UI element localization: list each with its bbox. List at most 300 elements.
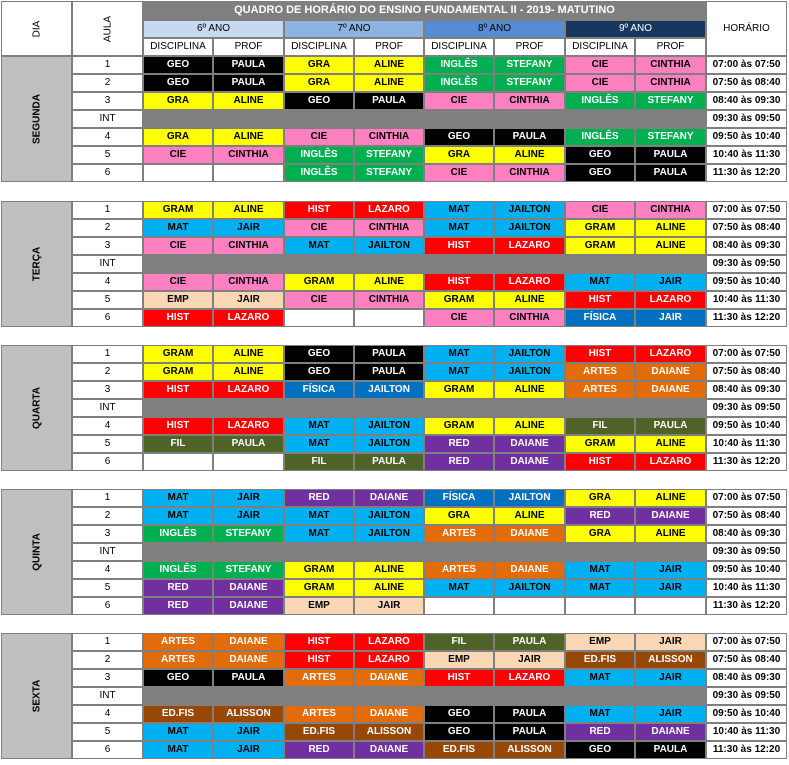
subject-cell: INGLÊS [424,56,494,74]
teacher-cell: PAULA [213,74,284,92]
day-label-quarta [1,345,72,471]
time-slot: 09:50 às 10:40 [706,705,787,723]
teacher-cell: STEFANY [213,561,284,579]
aula-number: 2 [72,651,143,669]
aula-number: 1 [72,56,143,74]
teacher-cell: PAULA [635,417,706,435]
subject-cell: HIST [424,237,494,255]
time-slot: 09:50 às 10:40 [706,128,787,146]
subject-cell: CIE [424,309,494,327]
subject-cell: GEO [284,363,354,381]
teacher-cell: PAULA [354,363,424,381]
teacher-cell: JAIR [635,561,706,579]
teacher-cell: PAULA [494,723,565,741]
subject-cell: INGLÊS [565,92,635,110]
aula-number: 3 [72,237,143,255]
subject-cell: ARTES [143,633,213,651]
time-slot: 07:00 às 07:50 [706,633,787,651]
teacher-cell: DAIANE [354,705,424,723]
teacher-cell: CINTHIA [213,237,284,255]
teacher-cell: ALINE [635,435,706,453]
subject-cell: FIL [565,417,635,435]
subject-cell: RED [424,435,494,453]
subject-cell: HIST [143,381,213,399]
subject-cell: MAT [284,525,354,543]
subject-cell: EMP [424,651,494,669]
subject-cell: HIST [284,201,354,219]
subject-cell: MAT [424,345,494,363]
aula-number: 6 [72,597,143,615]
subject-cell: FIL [143,435,213,453]
teacher-cell [494,597,565,615]
teacher-cell: LAZARO [354,633,424,651]
subject-cell: GRA [424,146,494,164]
subject-cell: CIE [284,128,354,146]
col-disciplina-6: DISCIPLINA [143,38,213,56]
time-slot: 07:50 às 08:40 [706,219,787,237]
day-label-text: TERÇA [31,246,42,282]
subject-cell: CIE [284,291,354,309]
teacher-cell: JAILTON [354,237,424,255]
col-disciplina-7: DISCIPLINA [284,38,354,56]
aula-number: 5 [72,291,143,309]
time-slot: 09:50 às 10:40 [706,561,787,579]
subject-cell: GEO [143,669,213,687]
teacher-cell: PAULA [635,146,706,164]
subject-cell: HIST [284,651,354,669]
teacher-cell: CINTHIA [494,309,565,327]
subject-cell: GEO [284,345,354,363]
subject-cell: ARTES [284,669,354,687]
teacher-cell: JAIR [635,669,706,687]
subject-cell: CIE [424,164,494,182]
subject-cell: GEO [424,705,494,723]
teacher-cell: ALINE [494,381,565,399]
time-slot: 07:50 às 08:40 [706,651,787,669]
subject-cell: HIST [565,291,635,309]
subject-cell: INGLÊS [143,525,213,543]
teacher-cell: ALINE [494,417,565,435]
teacher-cell: JAIR [635,633,706,651]
subject-cell: FÍSICA [284,381,354,399]
aula-number: 4 [72,561,143,579]
col-disciplina-9: DISCIPLINA [565,38,635,56]
subject-cell: ARTES [143,651,213,669]
teacher-cell: ALINE [635,219,706,237]
aula-number: 3 [72,669,143,687]
subject-cell: GRA [284,74,354,92]
teacher-cell: DAIANE [354,489,424,507]
teacher-cell: PAULA [635,164,706,182]
subject-cell: GRAM [565,237,635,255]
teacher-cell: ALINE [494,291,565,309]
teacher-cell: ALINE [213,92,284,110]
teacher-cell: ALINE [635,525,706,543]
day-label-quinta [1,489,72,615]
aula-number: 1 [72,633,143,651]
subject-cell: HIST [143,417,213,435]
header-aula-label: AULA [102,15,113,42]
day-label-text: QUINTA [31,533,42,571]
teacher-cell: JAILTON [494,579,565,597]
aula-number: 5 [72,723,143,741]
teacher-cell: ALINE [354,273,424,291]
subject-cell: GRAM [143,363,213,381]
teacher-cell [635,597,706,615]
teacher-cell: ALINE [213,363,284,381]
teacher-cell: LAZARO [354,651,424,669]
subject-cell: MAT [284,507,354,525]
subject-cell: GRAM [284,561,354,579]
aula-number: 1 [72,345,143,363]
subject-cell: ARTES [284,705,354,723]
subject-cell: GRAM [565,435,635,453]
teacher-cell: ALISSON [494,741,565,759]
teacher-cell: STEFANY [635,128,706,146]
teacher-cell: STEFANY [635,92,706,110]
teacher-cell: ALINE [354,56,424,74]
teacher-cell: JAIR [635,579,706,597]
teacher-cell [354,309,424,327]
subject-cell: HIST [284,633,354,651]
time-slot: 07:50 às 08:40 [706,507,787,525]
teacher-cell: DAIANE [635,381,706,399]
subject-cell: GRA [143,128,213,146]
subject-cell: ARTES [565,363,635,381]
subject-cell: CIE [143,273,213,291]
time-slot: 10:40 às 11:30 [706,146,787,164]
teacher-cell: PAULA [494,633,565,651]
subject-cell: INGLÊS [284,164,354,182]
teacher-cell: PAULA [213,56,284,74]
time-slot: 10:40 às 11:30 [706,291,787,309]
teacher-cell: STEFANY [213,525,284,543]
time-slot: 07:00 às 07:50 [706,56,787,74]
teacher-cell: CINTHIA [354,128,424,146]
subject-cell: CIE [565,56,635,74]
teacher-cell: JAIR [213,219,284,237]
col-prof-8: PROF [494,38,565,56]
subject-cell: GRAM [565,219,635,237]
subject-cell: FÍSICA [424,489,494,507]
subject-cell: RED [143,597,213,615]
time-slot: 11:30 às 12:20 [706,164,787,182]
aula-number: 6 [72,309,143,327]
subject-cell: RED [284,489,354,507]
teacher-cell: LAZARO [635,345,706,363]
grade-7-header: 7º ANO [284,20,424,38]
subject-cell: MAT [565,669,635,687]
subject-cell: MAT [424,579,494,597]
aula-number: 1 [72,489,143,507]
col-prof-7: PROF [354,38,424,56]
teacher-cell: CINTHIA [494,92,565,110]
teacher-cell: JAIR [354,597,424,615]
teacher-cell: STEFANY [354,146,424,164]
day-label-text: SEGUNDA [31,93,42,145]
teacher-cell: PAULA [354,92,424,110]
teacher-cell: LAZARO [635,453,706,471]
grade-8-header: 8º ANO [424,20,565,38]
teacher-cell: LAZARO [354,201,424,219]
teacher-cell: ALINE [354,561,424,579]
subject-cell: FIL [424,633,494,651]
teacher-cell: CINTHIA [635,74,706,92]
subject-cell: MAT [143,741,213,759]
time-slot: 09:30 às 09:50 [706,399,787,417]
aula-number: 1 [72,201,143,219]
teacher-cell: STEFANY [494,74,565,92]
grade-9-header: 9º ANO [565,20,706,38]
aula-number: 4 [72,417,143,435]
subject-cell: RED [284,741,354,759]
subject-cell: GRAM [424,291,494,309]
subject-cell: GRAM [284,579,354,597]
interval-bar [143,543,706,561]
time-slot: 08:40 às 09:30 [706,669,787,687]
aula-number: INT [72,543,143,561]
subject-cell: ED.FIS [424,741,494,759]
time-slot: 10:40 às 11:30 [706,579,787,597]
teacher-cell: STEFANY [354,164,424,182]
subject-cell: HIST [424,273,494,291]
time-slot: 09:30 às 09:50 [706,543,787,561]
subject-cell: CIE [565,201,635,219]
subject-cell: EMP [565,633,635,651]
teacher-cell: DAIANE [354,741,424,759]
teacher-cell: STEFANY [494,56,565,74]
time-slot: 09:30 às 09:50 [706,687,787,705]
subject-cell: CIE [143,146,213,164]
teacher-cell: LAZARO [494,273,565,291]
teacher-cell: ALISSON [213,705,284,723]
subject-cell: GEO [565,146,635,164]
teacher-cell: JAILTON [494,363,565,381]
subject-cell: RED [565,507,635,525]
aula-number: 2 [72,219,143,237]
header-dia [1,1,72,56]
subject-cell: MAT [424,201,494,219]
teacher-cell: ALINE [494,146,565,164]
teacher-cell: PAULA [354,453,424,471]
subject-cell: GEO [424,723,494,741]
subject-cell: INGLÊS [565,128,635,146]
teacher-cell: ALINE [494,507,565,525]
day-label-text: QUARTA [31,386,42,430]
subject-cell: MAT [143,507,213,525]
subject-cell: MAT [565,705,635,723]
subject-cell [143,453,213,471]
teacher-cell: LAZARO [213,309,284,327]
col-prof-9: PROF [635,38,706,56]
day-label-terça [1,201,72,327]
time-slot: 08:40 às 09:30 [706,92,787,110]
time-slot: 11:30 às 12:20 [706,741,787,759]
subject-cell: EMP [284,597,354,615]
teacher-cell: LAZARO [635,291,706,309]
subject-cell: MAT [565,579,635,597]
table-title: QUADRO DE HORÁRIO DO ENSINO FUNDAMENTAL II - 2019- MATUTINO [143,1,706,20]
teacher-cell: ALINE [213,345,284,363]
col-disciplina-8: DISCIPLINA [424,38,494,56]
subject-cell: HIST [143,309,213,327]
aula-number: 2 [72,363,143,381]
aula-number: 3 [72,381,143,399]
teacher-cell: JAILTON [494,219,565,237]
teacher-cell: JAILTON [494,489,565,507]
aula-number: INT [72,399,143,417]
teacher-cell: CINTHIA [494,164,565,182]
teacher-cell: LAZARO [213,381,284,399]
subject-cell: GRA [565,525,635,543]
teacher-cell: JAILTON [354,525,424,543]
teacher-cell: ALINE [354,579,424,597]
aula-number: INT [72,255,143,273]
subject-cell: GEO [284,92,354,110]
day-label-segunda [1,56,72,182]
teacher-cell: JAIR [213,291,284,309]
teacher-cell [213,164,284,182]
subject-cell: MAT [565,561,635,579]
teacher-cell: JAIR [635,705,706,723]
teacher-cell: ALINE [635,489,706,507]
subject-cell: MAT [424,363,494,381]
teacher-cell: PAULA [635,741,706,759]
subject-cell: RED [143,579,213,597]
time-slot: 07:50 às 08:40 [706,74,787,92]
time-slot: 09:30 às 09:50 [706,255,787,273]
teacher-cell: CINTHIA [213,273,284,291]
teacher-cell: DAIANE [213,633,284,651]
teacher-cell: JAIR [213,507,284,525]
teacher-cell: DAIANE [635,507,706,525]
aula-number: INT [72,687,143,705]
subject-cell: GRAM [424,381,494,399]
aula-number: 3 [72,92,143,110]
teacher-cell: ALINE [213,128,284,146]
aula-number: 4 [72,128,143,146]
subject-cell [424,597,494,615]
grade-6-header: 6º ANO [143,20,284,38]
time-slot: 09:50 às 10:40 [706,273,787,291]
subject-cell: GRAM [143,345,213,363]
subject-cell: MAT [284,435,354,453]
subject-cell: GRA [284,56,354,74]
teacher-cell: PAULA [354,345,424,363]
subject-cell: HIST [424,669,494,687]
teacher-cell [213,453,284,471]
teacher-cell: LAZARO [494,237,565,255]
subject-cell: HIST [565,345,635,363]
time-slot: 10:40 às 11:30 [706,435,787,453]
teacher-cell: ALINE [213,201,284,219]
teacher-cell: JAILTON [494,345,565,363]
subject-cell: CIE [143,237,213,255]
subject-cell: GRAM [143,201,213,219]
time-slot: 07:00 às 07:50 [706,201,787,219]
subject-cell: HIST [565,453,635,471]
subject-cell: EMP [143,291,213,309]
subject-cell: ED.FIS [284,723,354,741]
subject-cell: GEO [143,74,213,92]
teacher-cell: CINTHIA [213,146,284,164]
teacher-cell: JAIR [635,273,706,291]
subject-cell [284,309,354,327]
teacher-cell: LAZARO [213,417,284,435]
interval-bar [143,687,706,705]
teacher-cell: PAULA [213,435,284,453]
teacher-cell: LAZARO [494,669,565,687]
day-label-sexta [1,633,72,759]
col-prof-6: PROF [213,38,284,56]
time-slot: 09:50 às 10:40 [706,417,787,435]
teacher-cell: DAIANE [213,597,284,615]
header-dia-label: DIA [31,20,42,37]
subject-cell: GRAM [284,273,354,291]
teacher-cell: ALISSON [635,651,706,669]
teacher-cell: PAULA [213,669,284,687]
time-slot: 11:30 às 12:20 [706,597,787,615]
aula-number: 4 [72,705,143,723]
interval-bar [143,399,706,417]
teacher-cell: DAIANE [635,723,706,741]
teacher-cell: JAILTON [354,507,424,525]
teacher-cell: JAIR [213,489,284,507]
subject-cell: ARTES [424,561,494,579]
aula-number: 6 [72,164,143,182]
teacher-cell: ALINE [635,237,706,255]
teacher-cell: CINTHIA [635,201,706,219]
aula-number: 5 [72,146,143,164]
subject-cell: INGLÊS [284,146,354,164]
subject-cell: MAT [424,219,494,237]
time-slot: 07:00 às 07:50 [706,345,787,363]
subject-cell: ED.FIS [565,651,635,669]
time-slot: 08:40 às 09:30 [706,237,787,255]
time-slot: 10:40 às 11:30 [706,723,787,741]
teacher-cell: ALISSON [354,723,424,741]
subject-cell: MAT [143,489,213,507]
teacher-cell: DAIANE [635,363,706,381]
subject-cell: GEO [565,741,635,759]
subject-cell: MAT [565,273,635,291]
teacher-cell: DAIANE [494,453,565,471]
subject-cell: GRA [143,92,213,110]
aula-number: 4 [72,273,143,291]
header-aula [72,1,143,56]
teacher-cell: CINTHIA [354,291,424,309]
aula-number: 6 [72,453,143,471]
teacher-cell: JAILTON [494,201,565,219]
subject-cell: ED.FIS [143,705,213,723]
subject-cell [565,597,635,615]
teacher-cell: JAILTON [354,435,424,453]
subject-cell: MAT [143,723,213,741]
subject-cell: RED [565,723,635,741]
subject-cell: ARTES [424,525,494,543]
aula-number: 6 [72,741,143,759]
teacher-cell: JAIR [635,309,706,327]
subject-cell: ARTES [565,381,635,399]
teacher-cell: DAIANE [213,579,284,597]
teacher-cell: ALINE [354,74,424,92]
aula-number: INT [72,110,143,128]
time-slot: 07:50 às 08:40 [706,363,787,381]
teacher-cell: DAIANE [213,651,284,669]
teacher-cell: JAIR [213,723,284,741]
subject-cell: GRAM [424,417,494,435]
subject-cell: GEO [565,164,635,182]
